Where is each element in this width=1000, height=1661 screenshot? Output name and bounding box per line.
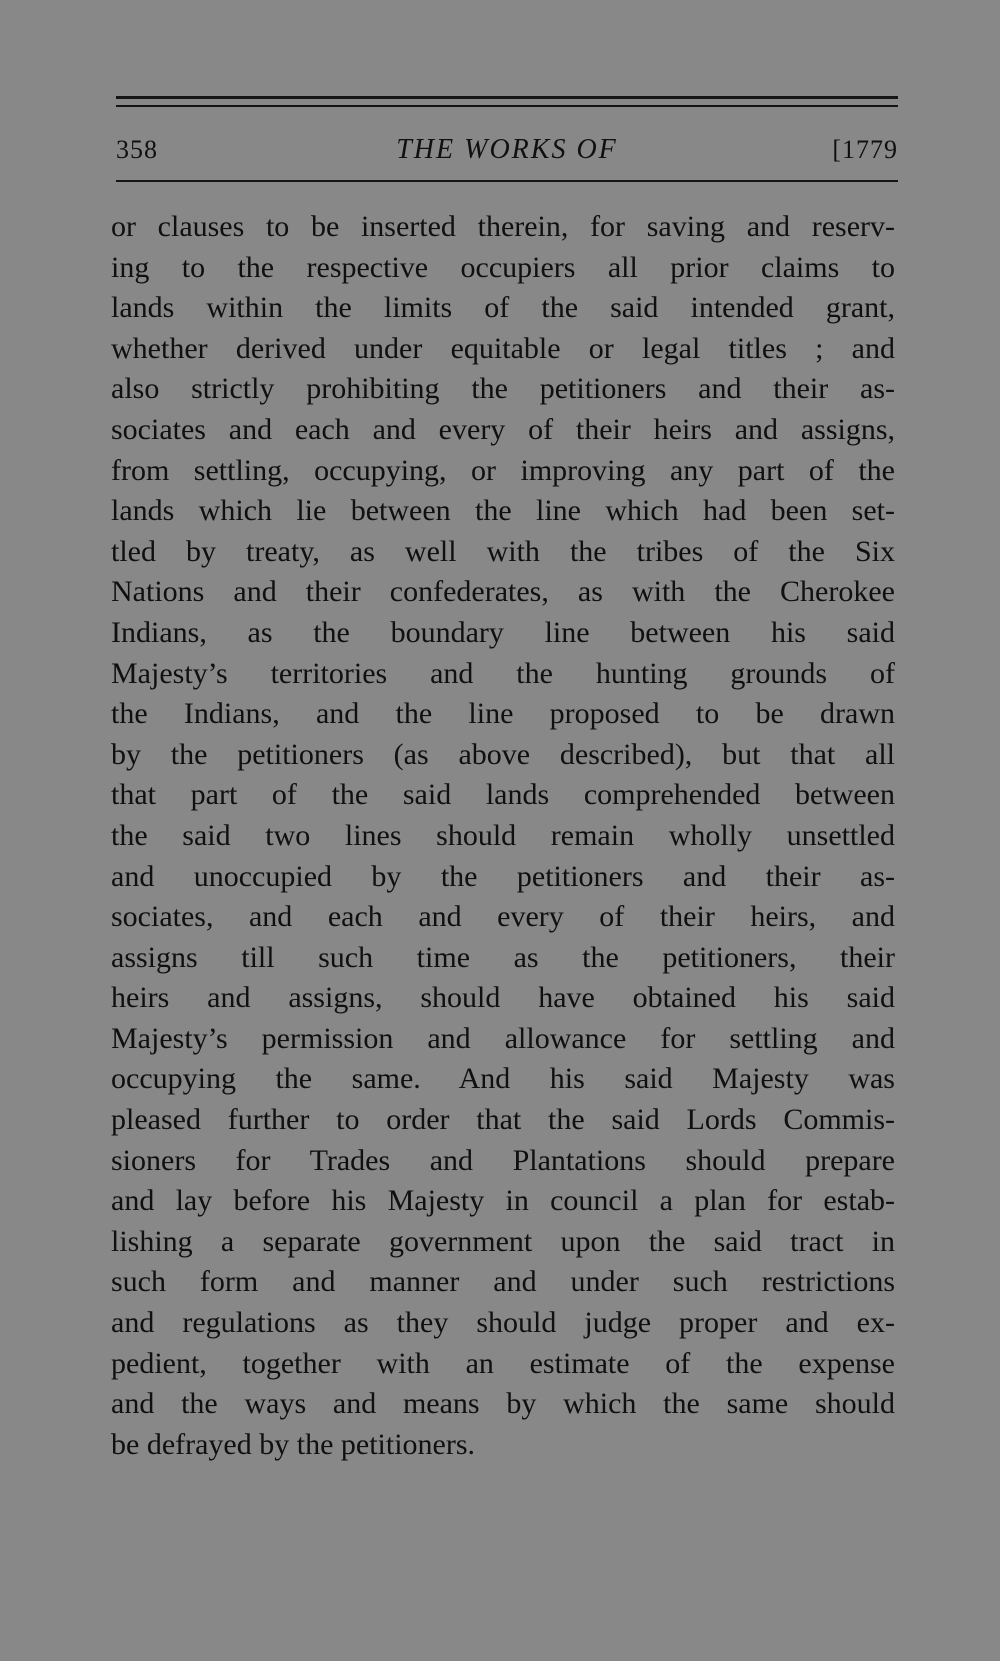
text-line: the said two lines should remain wholly unsettled: [111, 818, 895, 852]
text-line: and regulations as they should judge proper and ex-: [111, 1306, 895, 1340]
text-line: Majesty’s territories and the hunting grounds of: [111, 656, 895, 690]
text-line: sioners for Trades and Plantations should prepare: [111, 1143, 895, 1177]
text-line: assigns till such time as the petitioners, their: [111, 940, 895, 974]
text-line: sociates and each and every of their heirs and assigns,: [111, 412, 895, 446]
text-line: the Indians, and the line proposed to be drawn: [111, 697, 895, 731]
text-line: Nations and their confederates, as with the Cherokee: [111, 575, 895, 609]
top-double-rule-upper: [116, 96, 898, 99]
text-line: from settling, occupying, or improving any part of the: [111, 453, 895, 487]
text-line: also strictly prohibiting the petitioners and their as-: [111, 372, 895, 406]
running-title: THE WORKS OF: [396, 134, 618, 165]
text-line: Indians, as the boundary line between his said: [111, 615, 895, 649]
body-text: [111, 207, 895, 1465]
text-line: Majesty’s permission and allowance for settling and: [111, 1021, 895, 1055]
text-line: pedient, together with an estimate of the expense: [111, 1346, 895, 1380]
page-number: 358: [116, 135, 158, 164]
text-line: and unoccupied by the petitioners and their as-: [111, 859, 895, 893]
running-head: [116, 130, 898, 170]
text-line: such form and manner and under such restrictions: [111, 1265, 895, 1299]
text-line: or clauses to be inserted therein, for saving and reserv-: [111, 210, 895, 243]
text-line: and the ways and means by which the same should: [111, 1387, 895, 1421]
text-line: be defrayed by the petitioners.: [111, 1427, 476, 1461]
running-year: [1779: [832, 135, 898, 164]
text-line: heirs and assigns, should have obtained his said: [111, 981, 895, 1015]
text-line: that part of the said lands comprehended between: [111, 778, 895, 812]
text-line: by the petitioners (as above described), but that all: [111, 737, 895, 771]
text-line: occupying the same. And his said Majesty was: [111, 1062, 895, 1096]
text-line: sociates, and each and every of their heirs, and: [111, 900, 895, 934]
text-line: whether derived under equitable or legal titles ; and: [111, 331, 895, 365]
header-rule: [116, 180, 898, 182]
text-line: lands within the limits of the said intended grant,: [111, 291, 895, 325]
text-line: and lay before his Majesty in council a plan for estab-: [111, 1184, 895, 1218]
text-line: ing to the respective occupiers all prior claims to: [111, 250, 895, 284]
text-line: lishing a separate government upon the said tract in: [111, 1224, 895, 1258]
text-line: pleased further to order that the said Lords Commis-: [111, 1103, 895, 1137]
text-line: tled by treaty, as well with the tribes of the Six: [111, 534, 895, 568]
text-line: lands which lie between the line which had been set-: [111, 494, 895, 528]
top-double-rule-lower: [116, 105, 898, 107]
